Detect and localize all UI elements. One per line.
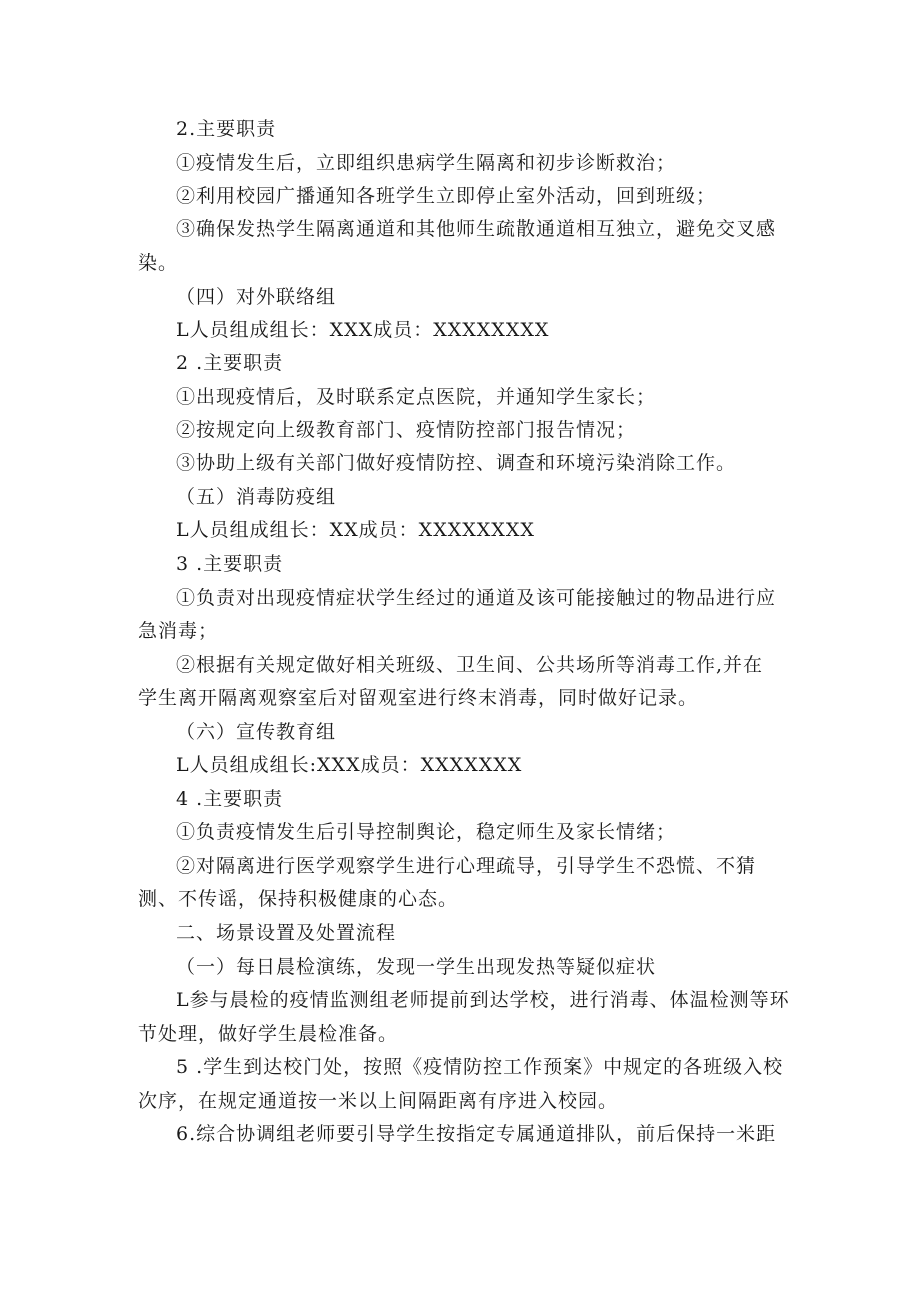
paragraph-line: ③确保发热学生隔离通道和其他师生疏散通道相互独立，避免交叉感: [176, 218, 777, 240]
paragraph-line: L参与晨检的疫情监测组老师提前到达学校，进行消毒、体温检测等环: [176, 989, 790, 1011]
group-heading-external-liaison: （四）对外联络组: [176, 286, 337, 308]
paragraph-line-continuation: 学生离开隔离观察室后对留观室进行终末消毒，同时做好记录。: [138, 687, 699, 709]
paragraph-line: ②对隔离进行医学观察学生进行心理疏导，引导学生不恐慌、不猜: [176, 855, 757, 877]
scenario-heading: （一）每日晨检演练，发现一学生出现发热等疑似症状: [176, 956, 657, 978]
section-heading-duties: 2 .主要职责: [176, 352, 284, 374]
paragraph-line: ③协助上级有关部门做好疫情防控、调查和环境污染消除工作。: [176, 452, 737, 474]
paragraph-line-continuation: 染。: [138, 252, 179, 274]
paragraph-line: 5 .学生到达校门处，按照《疫情防控工作预案》中规定的各班级入校: [176, 1056, 784, 1078]
chapter-heading-scenarios: 二、场景设置及处置流程: [176, 922, 397, 944]
section-heading-duties: 3 .主要职责: [176, 553, 284, 575]
paragraph-line: ①疫情发生后，立即组织患病学生隔离和初步诊断救治；: [176, 152, 677, 174]
paragraph-line: ①出现疫情后，及时联系定点医院，并通知学生家长；: [176, 386, 657, 408]
paragraph-line: ②利用校园广播通知各班学生立即停止室外活动，回到班级；: [176, 185, 717, 207]
section-heading-duties: 4 .主要职责: [176, 788, 284, 810]
paragraph-line-continuation: 次序，在规定通道按一米以上间隔距离有序进入校园。: [138, 1090, 619, 1112]
personnel-line: L人员组成组长:XXX成员：XXXXXXX: [176, 754, 523, 776]
paragraph-line: ②根据有关规定做好相关班级、卫生间、公共场所等消毒工作,并在: [176, 654, 764, 676]
paragraph-line-continuation: 节处理，做好学生晨检准备。: [138, 1023, 399, 1045]
paragraph-line: ①负责疫情发生后引导控制舆论，稳定师生及家长情绪；: [176, 821, 677, 843]
section-heading-duties: 2.主要职责: [176, 118, 277, 140]
paragraph-line: ②按规定向上级教育部门、疫情防控部门报告情况；: [176, 419, 637, 441]
personnel-line: L人员组成组长：XX成员：XXXXXXXX: [176, 519, 535, 541]
paragraph-line: ①负责对出现疫情症状学生经过的通道及该可能接触过的物品进行应: [176, 587, 777, 609]
group-heading-publicity: （六）宣传教育组: [176, 721, 337, 743]
group-heading-disinfection: （五）消毒防疫组: [176, 486, 337, 508]
paragraph-line-continuation: 急消毒；: [138, 620, 219, 642]
paragraph-line-continuation: 测、不传谣，保持积极健康的心态。: [138, 888, 459, 910]
personnel-line: L人员组成组长：XXX成员：XXXXXXXX: [176, 319, 550, 341]
paragraph-line: 6.综合协调组老师要引导学生按指定专属通道排队，前后保持一米距: [176, 1123, 777, 1145]
